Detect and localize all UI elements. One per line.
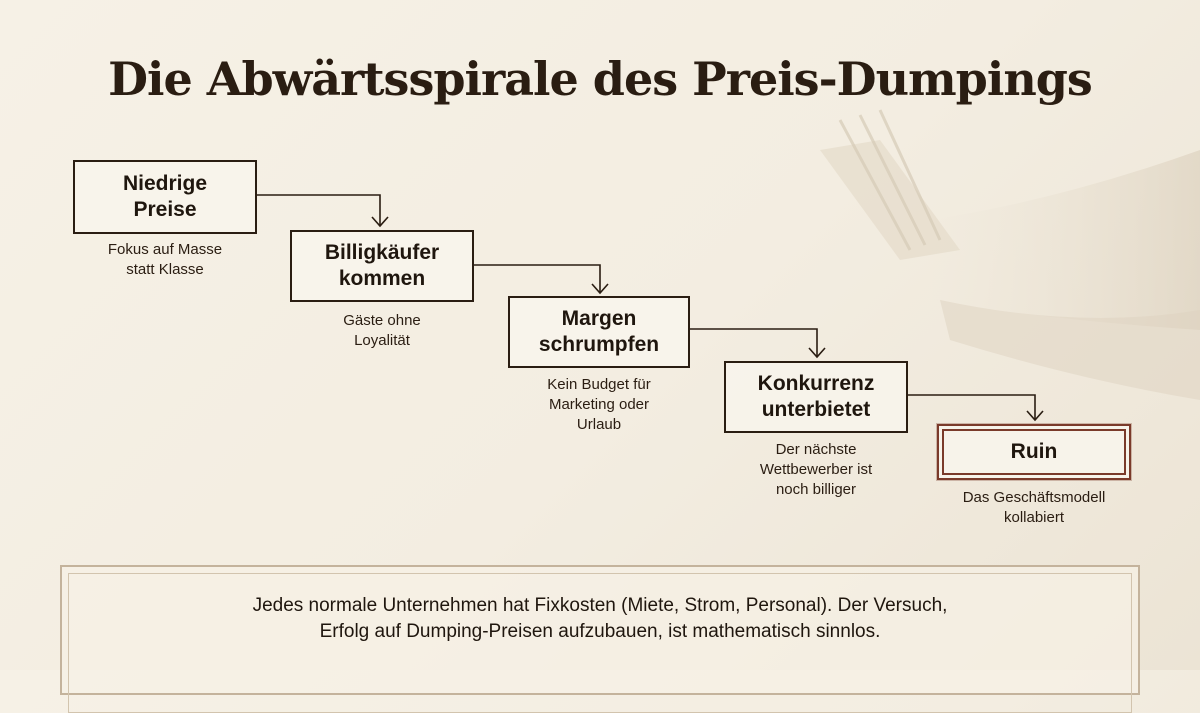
conclusion-panel bbox=[60, 565, 1140, 695]
step-note-line: statt Klasse bbox=[126, 261, 204, 278]
page-title: Die Abwärtsspirale des Preis-Dumpings bbox=[108, 52, 1092, 106]
conclusion-line-1: Jedes normale Unternehmen hat Fixkosten (Miete, Strom, Personal). Der Versuch, bbox=[252, 595, 948, 616]
step-box-margen-schrumpfen bbox=[508, 296, 690, 368]
step-note-line: kollabiert bbox=[1003, 509, 1065, 526]
step-note-line: Loyalität bbox=[354, 332, 410, 349]
step-note-line: Gäste ohne bbox=[343, 312, 421, 329]
conclusion-line-2: Erfolg auf Dumping-Preisen aufzubauen, ist mathematisch sinnlos. bbox=[319, 621, 881, 642]
step-box-niedrige-preise bbox=[73, 160, 257, 234]
step-label-line: unterbietet bbox=[761, 398, 871, 421]
step-label-line: Margen bbox=[561, 307, 637, 330]
step-label-line: schrumpfen bbox=[538, 333, 660, 356]
step-note-billigkaeufer bbox=[292, 311, 472, 351]
step-note-line: Urlaub bbox=[576, 416, 622, 433]
arrow-step2-to-step3 bbox=[474, 265, 600, 292]
step-label-line: Niedrige bbox=[122, 172, 208, 195]
step-note-line: Der nächste bbox=[775, 441, 857, 458]
conclusion-text bbox=[62, 593, 1138, 645]
step-label-line: Ruin bbox=[1010, 440, 1058, 463]
step-note-konkurrenz-unterbietet bbox=[726, 440, 906, 500]
step-note-line: noch billiger bbox=[775, 481, 857, 498]
step-box-billigkaeufer bbox=[290, 230, 474, 302]
step-note-line: Kein Budget für bbox=[547, 376, 651, 393]
step-box-konkurrenz-unterbietet bbox=[724, 361, 908, 433]
arrow-step4-to-step5 bbox=[908, 395, 1035, 420]
step-note-line: Das Geschäftsmodell bbox=[962, 489, 1106, 506]
step-label-line: Preise bbox=[133, 198, 197, 221]
step-box-ruin bbox=[937, 424, 1131, 480]
step-note-line: Wettbewerber ist bbox=[759, 461, 873, 478]
step-note-ruin bbox=[935, 488, 1133, 528]
step-note-niedrige-preise bbox=[75, 240, 255, 280]
step-note-line: Marketing oder bbox=[548, 396, 650, 413]
step-note-line: Fokus auf Masse bbox=[107, 241, 223, 258]
arrow-step3-to-step4 bbox=[690, 329, 817, 356]
step-label-line: Konkurrenz bbox=[757, 372, 875, 395]
arrow-step1-to-step2 bbox=[257, 195, 380, 225]
step-note-margen-schrumpfen bbox=[509, 375, 689, 435]
step-label-line: Billigkäufer bbox=[324, 241, 440, 264]
step-label-line: kommen bbox=[338, 267, 426, 290]
